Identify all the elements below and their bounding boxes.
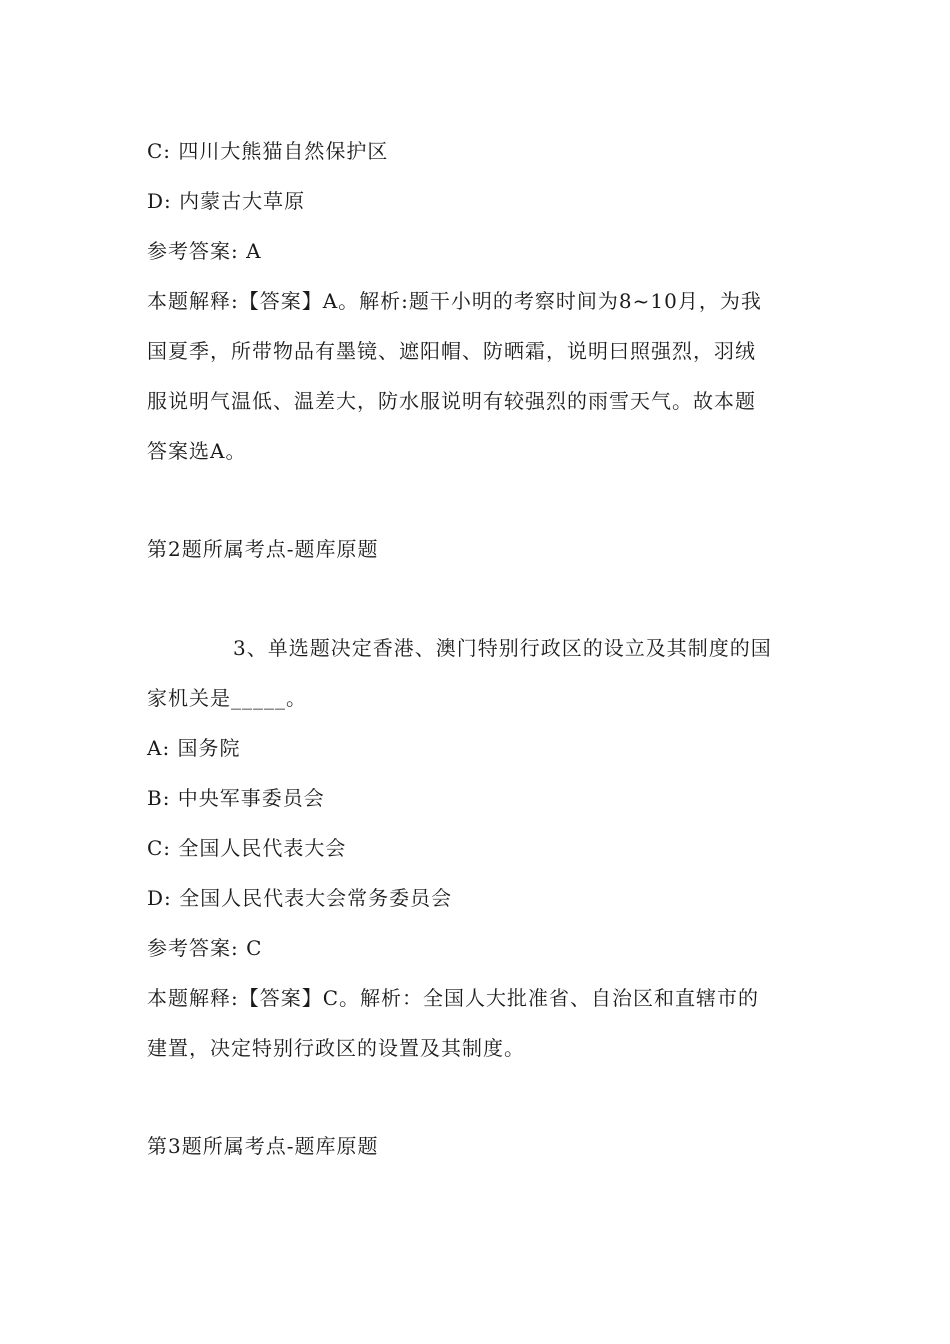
q3-explanation-line: 建置，决定特别行政区的设置及其制度。 — [147, 1036, 525, 1060]
q3-explanation-line: 本题解释:【答案】C。解析：全国人大批准省、自治区和直辖市的 — [147, 986, 760, 1010]
q3-answer: 参考答案: C — [147, 936, 263, 960]
q3-option-c: C: 全国人民代表大会 — [147, 836, 347, 860]
q2-explanation-line: 本题解释:【答案】A。解析:题干小明的考察时间为8~10月，为我 — [147, 289, 762, 313]
q2-explanation-line: 服说明气温低、温差大，防水服说明有较强烈的雨雪天气。故本题 — [147, 389, 756, 413]
q3-option-d: D: 全国人民代表大会常务委员会 — [147, 886, 453, 910]
q3-question-line: 3、单选题决定香港、澳门特别行政区的设立及其制度的国 — [233, 636, 772, 660]
q2-option-d: D: 内蒙古大草原 — [147, 189, 306, 213]
q2-option-c: C: 四川大熊猫自然保护区 — [147, 139, 389, 163]
q2-answer: 参考答案: A — [147, 239, 262, 263]
q2-explanation-line: 国夏季，所带物品有墨镜、遮阳帽、防晒霜，说明曰照强烈，羽绒 — [147, 339, 756, 363]
q2-explanation-line: 答案选A。 — [147, 439, 247, 463]
q3-topic: 第3题所属考点-题库原题 — [147, 1134, 379, 1158]
q3-question-line: 家机关是_____。 — [147, 686, 307, 710]
q3-option-b: B: 中央军事委员会 — [147, 786, 325, 810]
q3-option-a: A: 国务院 — [147, 736, 241, 760]
q2-topic: 第2题所属考点-题库原题 — [147, 537, 379, 561]
